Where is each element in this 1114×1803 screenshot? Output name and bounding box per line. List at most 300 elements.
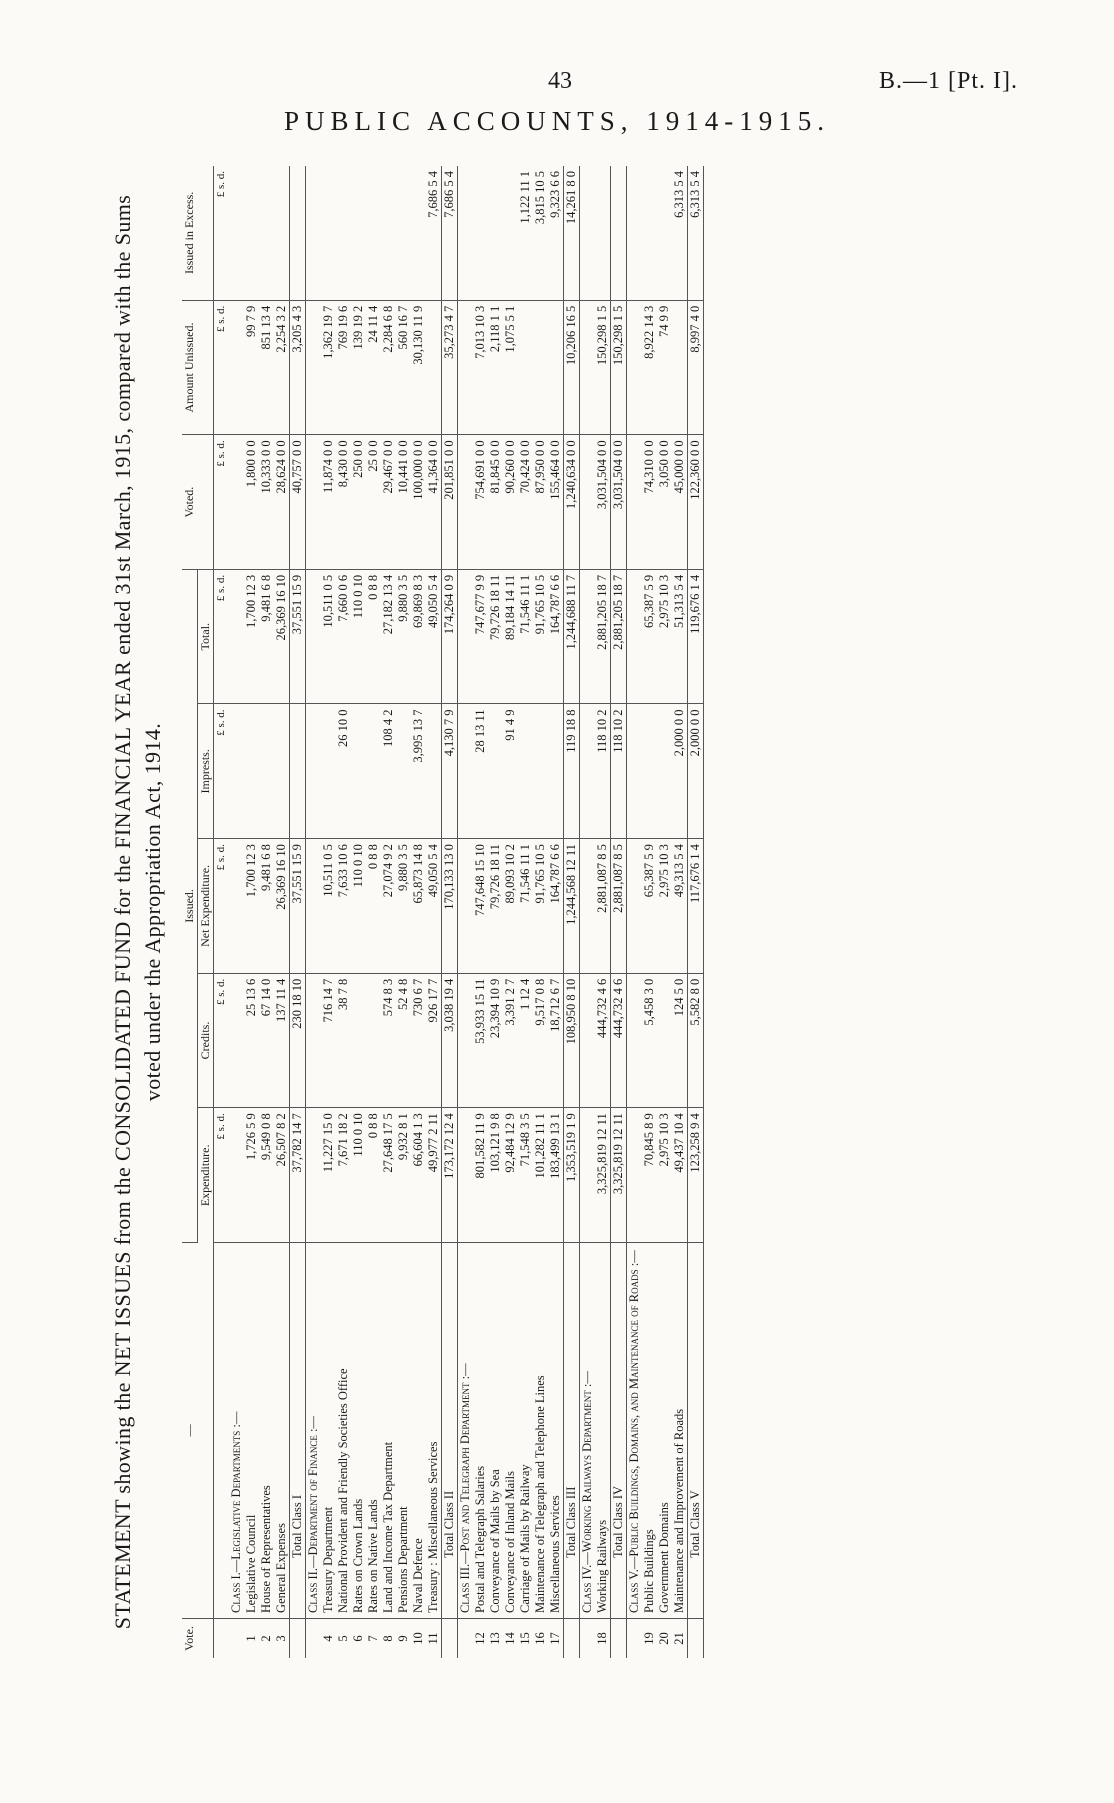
issued-in-excess-cell: 1,122 11 1	[518, 166, 533, 300]
voted-cell: 90,260 0 0	[503, 435, 518, 570]
vote-number: 10	[411, 1632, 425, 1645]
total-credits-cell: 5,582 8 0	[688, 973, 704, 1108]
empty-cell	[458, 300, 474, 435]
total-issued-in-excess-cell	[290, 166, 306, 300]
credits-cell: 52 4 8	[396, 973, 411, 1108]
empty-cell	[627, 704, 643, 839]
imprests-cell	[274, 704, 290, 839]
amount-unissued-cell: 7,013 10 3	[473, 300, 488, 435]
empty-cell	[229, 704, 244, 839]
empty-cell	[229, 300, 244, 435]
expenditure-cell: 66,604 1 3	[411, 1108, 426, 1243]
amount-unissued-cell: 99 7 9	[244, 300, 259, 435]
class-heading: Class III.—Post and Telegraph Department :—	[458, 1242, 474, 1618]
total-imprests-cell: 119 18 8	[564, 704, 580, 839]
total-cell: 51,313 5 4	[672, 569, 688, 704]
col-description: —	[182, 1242, 214, 1618]
total-cell: 26,369 16 10	[274, 569, 290, 704]
empty-cell	[229, 435, 244, 570]
empty-cell	[306, 435, 322, 570]
vote-number: 15	[518, 1632, 532, 1645]
credits-cell: 124 5 0	[672, 973, 688, 1108]
expenditure-cell: 101,282 11 1	[533, 1108, 548, 1243]
total-voted-cell: 201,851 0 0	[442, 435, 458, 570]
amount-unissued-cell: 2,284 6 8	[381, 300, 396, 435]
table-row	[321, 166, 336, 1658]
vote-name: Public Buildings	[642, 1242, 657, 1618]
imprests-cell	[548, 704, 564, 839]
col-net-expenditure: Net Expenditure.	[198, 839, 214, 974]
vote-cell	[442, 1618, 458, 1658]
total-amount-unissued-cell: 3,205 4 3	[290, 300, 306, 435]
empty-cell	[458, 973, 474, 1108]
voted-cell: 11,874 0 0	[321, 435, 336, 570]
total-credits-cell: 3,038 19 4	[442, 973, 458, 1108]
expenditure-cell: 2,975 10 3	[657, 1108, 672, 1243]
total-cell: 0 8 8	[366, 569, 381, 704]
amount-unissued-cell: 150,298 1 5	[595, 300, 611, 435]
empty-cell	[580, 973, 596, 1108]
net-expenditure-cell: 65,873 14 8	[411, 839, 426, 974]
vote-number: 11	[426, 1632, 440, 1645]
vote-number: 7	[366, 1635, 380, 1642]
credits-cell: 137 11 4	[274, 973, 290, 1108]
imprests-cell	[244, 704, 259, 839]
empty-cell	[627, 300, 643, 435]
amount-unissued-cell: 1,362 19 7	[321, 300, 336, 435]
credits-cell: 5,458 3 0	[642, 973, 657, 1108]
vote-cell	[627, 1618, 643, 1658]
empty-cell	[306, 839, 322, 974]
unit-label: £ s. d.	[214, 300, 230, 435]
expenditure-cell: 49,977 2 11	[426, 1108, 442, 1243]
class-heading-row	[458, 166, 474, 1658]
table-row	[672, 166, 688, 1658]
class-total-row	[688, 166, 704, 1658]
vote-number: 21	[672, 1632, 686, 1645]
vote-name: Government Domains	[657, 1242, 672, 1618]
credits-cell: 444,732 4 6	[595, 973, 611, 1108]
issued-in-excess-cell: 3,815 10 5	[533, 166, 548, 300]
total-issued-in-excess-cell: 14,261 8 0	[564, 166, 580, 300]
credits-cell: 1 12 4	[518, 973, 533, 1108]
empty-cell	[306, 300, 322, 435]
expenditure-cell: 183,499 13 1	[548, 1108, 564, 1243]
voted-cell: 8,430 0 0	[336, 435, 351, 570]
issued-in-excess-cell	[381, 166, 396, 300]
imprests-cell: 3,995 13 7	[411, 704, 426, 839]
issued-in-excess-cell: 6,313 5 4	[672, 166, 688, 300]
vote-name: Conveyance of Mails by Sea	[488, 1242, 503, 1618]
class-total-row	[442, 166, 458, 1658]
total-credits-cell: 444,732 4 6	[611, 973, 627, 1108]
total-net-expenditure-cell: 2,881,087 8 5	[611, 839, 627, 974]
total-cell: 89,184 14 11	[503, 569, 518, 704]
total-expenditure-cell: 173,172 12 4	[442, 1108, 458, 1243]
empty-cell	[580, 435, 596, 570]
vote-name: Legislative Council	[244, 1242, 259, 1618]
credits-cell: 23,394 10 9	[488, 973, 503, 1108]
voted-cell: 10,441 0 0	[396, 435, 411, 570]
table-row	[274, 166, 290, 1658]
net-expenditure-cell: 2,975 10 3	[657, 839, 672, 974]
vote-name: Maintenance of Telegraph and Telephone Lines	[533, 1242, 548, 1618]
table-row	[503, 166, 518, 1658]
vote-number: 1	[244, 1635, 258, 1642]
total-credits-cell: 230 18 10	[290, 973, 306, 1108]
empty-cell	[458, 569, 474, 704]
issued-in-excess-cell	[274, 166, 290, 300]
credits-cell	[657, 973, 672, 1108]
net-expenditure-cell: 26,369 16 10	[274, 839, 290, 974]
expenditure-cell: 103,121 9 8	[488, 1108, 503, 1243]
total-cell: 65,387 5 9	[642, 569, 657, 704]
vote-name: Miscellaneous Services	[548, 1242, 564, 1618]
issued-in-excess-cell	[396, 166, 411, 300]
vote-cell	[611, 1618, 627, 1658]
credits-cell: 67 14 0	[259, 973, 274, 1108]
vote-number: 8	[381, 1635, 395, 1642]
net-expenditure-cell: 89,093 10 2	[503, 839, 518, 974]
vote-number: 18	[595, 1632, 609, 1645]
empty-cell	[458, 1108, 474, 1243]
total-net-expenditure-cell: 117,676 1 4	[688, 839, 704, 974]
table-row	[657, 166, 672, 1658]
table-row	[366, 166, 381, 1658]
empty-cell	[580, 569, 596, 704]
total-total-cell: 119,676 1 4	[688, 569, 704, 704]
vote-number: 6	[351, 1635, 365, 1642]
empty-cell	[580, 166, 596, 300]
col-amount-unissued: Amount Unissued.	[182, 300, 214, 435]
total-cell: 69,869 8 3	[411, 569, 426, 704]
expenditure-cell: 49,437 10 4	[672, 1108, 688, 1243]
imprests-cell	[426, 704, 442, 839]
col-vote: Vote.	[182, 1618, 214, 1658]
table-row	[381, 166, 396, 1658]
expenditure-cell: 71,548 3 5	[518, 1108, 533, 1243]
empty-cell	[306, 973, 322, 1108]
table-row	[336, 166, 351, 1658]
imprests-cell	[259, 704, 274, 839]
table-row	[488, 166, 503, 1658]
total-net-expenditure-cell: 1,244,568 12 11	[564, 839, 580, 974]
credits-cell: 9,517 0 8	[533, 973, 548, 1108]
unit-label: £ s. d.	[214, 1108, 230, 1243]
amount-unissued-cell: 560 16 7	[396, 300, 411, 435]
voted-cell: 45,000 0 0	[672, 435, 688, 570]
col-expenditure: Expenditure.	[198, 1108, 214, 1243]
empty-cell	[306, 166, 322, 300]
total-cell: 71,546 11 1	[518, 569, 533, 704]
total-imprests-cell	[290, 704, 306, 839]
expenditure-cell: 7,671 18 2	[336, 1108, 351, 1243]
table-row	[411, 166, 426, 1658]
col-total: Total.	[198, 569, 214, 704]
net-expenditure-cell: 9,481 6 8	[259, 839, 274, 974]
total-amount-unissued-cell: 150,298 1 5	[611, 300, 627, 435]
class-total-row	[564, 166, 580, 1658]
col-imprests: Imprests.	[198, 704, 214, 839]
empty-cell	[580, 300, 596, 435]
total-imprests-cell: 118 10 2	[611, 704, 627, 839]
net-expenditure-cell: 91,765 10 5	[533, 839, 548, 974]
table-row	[473, 166, 488, 1658]
total-label: Total Class V	[688, 1242, 704, 1618]
voted-cell: 250 0 0	[351, 435, 366, 570]
amount-unissued-cell: 2,254 3 2	[274, 300, 290, 435]
total-expenditure-cell: 3,325,819 12 11	[611, 1108, 627, 1243]
expenditure-cell: 70,845 8 9	[642, 1108, 657, 1243]
vote-number: 19	[642, 1632, 656, 1645]
total-total-cell: 174,264 0 9	[442, 569, 458, 704]
net-expenditure-cell: 49,050 5 4	[426, 839, 442, 974]
vote-name: Working Railways	[595, 1242, 611, 1618]
empty-cell	[229, 839, 244, 974]
empty-cell	[580, 1108, 596, 1243]
net-expenditure-cell: 164,787 6 6	[548, 839, 564, 974]
expenditure-cell: 92,484 12 9	[503, 1108, 518, 1243]
vote-name: Land and Income Tax Department	[381, 1242, 396, 1618]
vote-name: Maintenance and Improvement of Roads	[672, 1242, 688, 1618]
vote-name: General Expenses	[274, 1242, 290, 1618]
credits-cell: 730 6 7	[411, 973, 426, 1108]
page-reference: B.—1 [Pt. I].	[879, 68, 1018, 94]
total-voted-cell: 1,240,634 0 0	[564, 435, 580, 570]
empty-cell	[229, 569, 244, 704]
total-voted-cell: 122,360 0 0	[688, 435, 704, 570]
vote-name: National Provident and Friendly Societies Office	[336, 1242, 351, 1618]
class-heading-row	[229, 166, 244, 1658]
amount-unissued-cell	[518, 300, 533, 435]
total-total-cell: 2,881,205 18 7	[611, 569, 627, 704]
issued-in-excess-cell: 9,323 6 6	[548, 166, 564, 300]
col-issued-in-excess: Issued in Excess.	[182, 166, 214, 300]
vote-cell	[229, 1618, 244, 1658]
net-expenditure-cell: 1,700 12 3	[244, 839, 259, 974]
amount-unissued-cell: 8,922 14 3	[642, 300, 657, 435]
net-expenditure-cell: 0 8 8	[366, 839, 381, 974]
total-label: Total Class I	[290, 1242, 306, 1618]
issued-in-excess-cell	[411, 166, 426, 300]
total-net-expenditure-cell: 37,551 15 9	[290, 839, 306, 974]
voted-cell: 1,800 0 0	[244, 435, 259, 570]
amount-unissued-cell	[672, 300, 688, 435]
imprests-cell	[321, 704, 336, 839]
total-label: Total Class II	[442, 1242, 458, 1618]
expenditure-cell: 0 8 8	[366, 1108, 381, 1243]
empty-cell	[458, 704, 474, 839]
expenditure-cell: 9,932 8 1	[396, 1108, 411, 1243]
total-voted-cell: 3,031,504 0 0	[611, 435, 627, 570]
class-heading-row	[306, 166, 322, 1658]
vote-name: Conveyance of Inland Mails	[503, 1242, 518, 1618]
unit-label: £ s. d.	[214, 435, 230, 570]
voted-cell: 25 0 0	[366, 435, 381, 570]
vote-number: 9	[396, 1635, 410, 1642]
empty-cell	[627, 166, 643, 300]
empty-cell	[627, 1108, 643, 1243]
vote-number: 20	[657, 1632, 671, 1645]
credits-cell: 18,712 6 7	[548, 973, 564, 1108]
empty-cell	[580, 839, 596, 974]
voted-cell: 28,624 0 0	[274, 435, 290, 570]
voted-cell: 81,845 0 0	[488, 435, 503, 570]
statement-title	[108, 166, 168, 1658]
page-header	[0, 68, 1114, 108]
imprests-cell	[488, 704, 503, 839]
vote-number: 14	[503, 1632, 517, 1645]
credits-cell: 926 17 7	[426, 973, 442, 1108]
voted-cell: 74,310 0 0	[642, 435, 657, 570]
total-imprests-cell: 2,000 0 0	[688, 704, 704, 839]
net-expenditure-cell: 7,633 10 6	[336, 839, 351, 974]
empty-cell	[627, 973, 643, 1108]
vote-name: Treasury : Miscellaneous Services	[426, 1242, 442, 1618]
amount-unissued-cell: 24 11 4	[366, 300, 381, 435]
net-expenditure-cell: 10,511 0 5	[321, 839, 336, 974]
expenditure-cell: 110 0 10	[351, 1108, 366, 1243]
amount-unissued-cell: 769 19 6	[336, 300, 351, 435]
empty-cell	[306, 569, 322, 704]
imprests-cell	[533, 704, 548, 839]
imprests-cell	[396, 704, 411, 839]
vote-cell	[290, 1618, 306, 1658]
total-amount-unissued-cell: 8,997 4 0	[688, 300, 704, 435]
empty-cell	[627, 435, 643, 570]
voted-cell: 100,000 0 0	[411, 435, 426, 570]
class-heading-row	[580, 166, 596, 1658]
imprests-cell	[518, 704, 533, 839]
net-expenditure-cell: 65,387 5 9	[642, 839, 657, 974]
total-imprests-cell: 4,130 7 9	[442, 704, 458, 839]
vote-cell	[688, 1618, 704, 1658]
total-cell: 2,975 10 3	[657, 569, 672, 704]
class-heading: Class II.—Department of Finance :—	[306, 1242, 322, 1618]
imprests-cell	[366, 704, 381, 839]
unit-label: £ s. d.	[214, 569, 230, 704]
issued-in-excess-cell	[488, 166, 503, 300]
table-row	[351, 166, 366, 1658]
empty-cell	[580, 704, 596, 839]
class-heading-row	[627, 166, 643, 1658]
class-total-row	[611, 166, 627, 1658]
page-number: 43	[548, 68, 572, 94]
table-body	[214, 166, 704, 1658]
credits-cell: 716 14 7	[321, 973, 336, 1108]
imprests-cell	[351, 704, 366, 839]
total-cell: 9,481 6 8	[259, 569, 274, 704]
total-issued-in-excess-cell	[611, 166, 627, 300]
total-voted-cell: 40,757 0 0	[290, 435, 306, 570]
unit-label: £ s. d.	[214, 973, 230, 1108]
credits-cell: 574 8 3	[381, 973, 396, 1108]
expenditure-cell: 801,582 11 9	[473, 1108, 488, 1243]
expenditure-cell: 9,549 0 8	[259, 1108, 274, 1243]
voted-cell: 754,691 0 0	[473, 435, 488, 570]
total-total-cell: 1,244,688 11 7	[564, 569, 580, 704]
issued-in-excess-cell	[473, 166, 488, 300]
issued-in-excess-cell	[642, 166, 657, 300]
credits-cell: 25 13 6	[244, 973, 259, 1108]
issued-in-excess-cell	[259, 166, 274, 300]
net-expenditure-cell: 9,880 3 5	[396, 839, 411, 974]
amount-unissued-cell	[426, 300, 442, 435]
col-issued-group: Issued.	[182, 569, 198, 1242]
empty-cell	[458, 435, 474, 570]
net-expenditure-cell: 79,726 18 11	[488, 839, 503, 974]
class-heading: Class V.—Public Buildings, Domains, and Maintenance of Roads :—	[627, 1242, 643, 1618]
class-heading: Class IV.—Working Railways Department :—	[580, 1242, 596, 1618]
voted-cell: 29,467 0 0	[381, 435, 396, 570]
table-row	[518, 166, 533, 1658]
amount-unissued-cell: 1,075 5 1	[503, 300, 518, 435]
vote-cell	[306, 1618, 322, 1658]
voted-cell: 87,950 0 0	[533, 435, 548, 570]
credits-cell	[366, 973, 381, 1108]
total-amount-unissued-cell: 35,273 4 7	[442, 300, 458, 435]
vote-name: Carriage of Mails by Railway	[518, 1242, 533, 1618]
expenditure-cell: 3,325,819 12 11	[595, 1108, 611, 1243]
imprests-cell	[657, 704, 672, 839]
total-expenditure-cell: 37,782 14 7	[290, 1108, 306, 1243]
total-cell: 79,726 18 11	[488, 569, 503, 704]
vote-number: 17	[548, 1632, 562, 1645]
issued-in-excess-cell	[366, 166, 381, 300]
issued-in-excess-cell	[244, 166, 259, 300]
empty-cell	[229, 1108, 244, 1243]
empty-cell	[458, 839, 474, 974]
issued-in-excess-cell	[657, 166, 672, 300]
class-total-row	[290, 166, 306, 1658]
empty-cell	[627, 839, 643, 974]
total-cell: 1,700 12 3	[244, 569, 259, 704]
vote-cell	[580, 1618, 596, 1658]
net-expenditure-cell: 110 0 10	[351, 839, 366, 974]
net-expenditure-cell: 2,881,087 8 5	[595, 839, 611, 974]
unit-row	[214, 166, 230, 1658]
empty-cell	[306, 1108, 322, 1243]
amount-unissued-cell	[533, 300, 548, 435]
amount-unissued-cell: 139 19 2	[351, 300, 366, 435]
vote-name: Naval Defence	[411, 1242, 426, 1618]
vote-cell	[564, 1618, 580, 1658]
total-cell: 9,880 3 5	[396, 569, 411, 704]
vote-cell	[458, 1618, 474, 1658]
total-cell: 10,511 0 5	[321, 569, 336, 704]
vote-number: 12	[473, 1632, 487, 1645]
amount-unissued-cell: 30,130 11 9	[411, 300, 426, 435]
imprests-cell: 2,000 0 0	[672, 704, 688, 839]
total-cell: 110 0 10	[351, 569, 366, 704]
vote-name: Treasury Department	[321, 1242, 336, 1618]
table-row	[533, 166, 548, 1658]
total-cell: 49,050 5 4	[426, 569, 442, 704]
total-issued-in-excess-cell: 7,686 5 4	[442, 166, 458, 300]
empty-cell	[229, 973, 244, 1108]
unit-label: £ s. d.	[214, 704, 230, 839]
issued-in-excess-cell	[336, 166, 351, 300]
total-cell: 91,765 10 5	[533, 569, 548, 704]
voted-cell: 41,364 0 0	[426, 435, 442, 570]
page-heading: PUBLIC ACCOUNTS, 1914-1915.	[283, 106, 831, 136]
expenditure-cell: 1,726 5 9	[244, 1108, 259, 1243]
total-cell: 2,881,205 18 7	[595, 569, 611, 704]
imprests-cell: 118 10 2	[595, 704, 611, 839]
vote-name: House of Representatives	[259, 1242, 274, 1618]
table-row	[548, 166, 564, 1658]
voted-cell: 70,424 0 0	[518, 435, 533, 570]
